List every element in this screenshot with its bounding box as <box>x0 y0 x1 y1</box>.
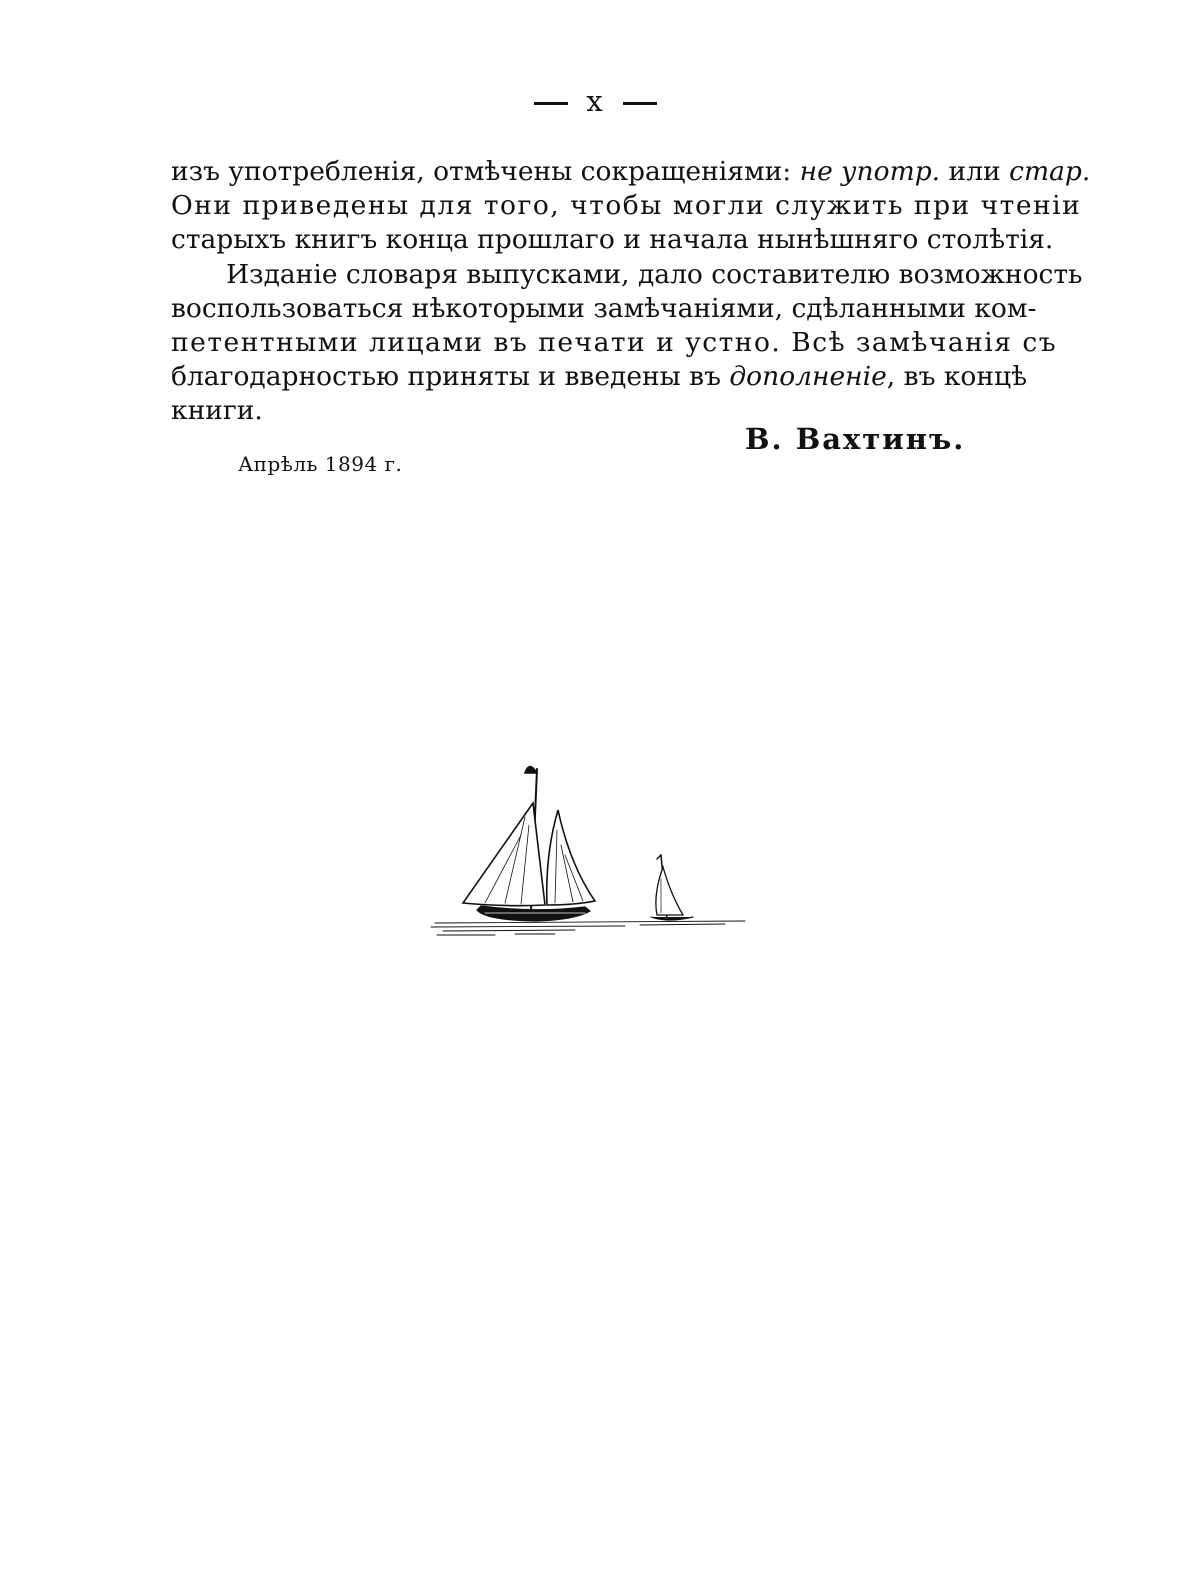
text-run: изъ употребленія, отмѣчены сокращеніями: <box>171 156 792 187</box>
page-number-text: x <box>586 84 605 118</box>
text-line <box>171 360 1028 394</box>
sailboat-vignette-icon <box>425 755 755 945</box>
abbreviation-note: стар. <box>1009 156 1091 187</box>
page-number-dash-right <box>623 102 657 105</box>
text-line: Изданіе словаря выпусками, дало составителю возможность <box>226 258 1083 290</box>
abbreviation-note: не употр. <box>799 156 941 187</box>
emphasized-word: дополненіе <box>729 361 887 393</box>
date-line: Апрѣль 1894 г. <box>238 452 403 476</box>
body-text <box>171 155 1091 429</box>
text-line: Они приведены для того, чтобы могли служить при чтеніи <box>171 190 1082 222</box>
text-run: , въ концѣ <box>886 361 1028 393</box>
page-number-dash-left <box>534 102 568 105</box>
text-line: воспользоваться нѣкоторыми замѣчаніями, сдѣланными ком- <box>171 292 1037 324</box>
text-run: благодарностью приняты и введены въ <box>171 361 721 393</box>
text-line <box>171 155 1091 189</box>
text-line: книги. <box>171 395 263 427</box>
text-line: старыхъ книгъ конца прошлаго и начала нынѣшняго столѣтія. <box>171 224 1054 256</box>
text-line: петентными лицами въ печати и устно. Всѣ замѣчанія съ <box>171 327 1058 359</box>
page-number <box>0 84 1191 118</box>
text-run: или <box>948 156 1001 187</box>
author-signature: В. Вахтинъ. <box>745 422 966 456</box>
